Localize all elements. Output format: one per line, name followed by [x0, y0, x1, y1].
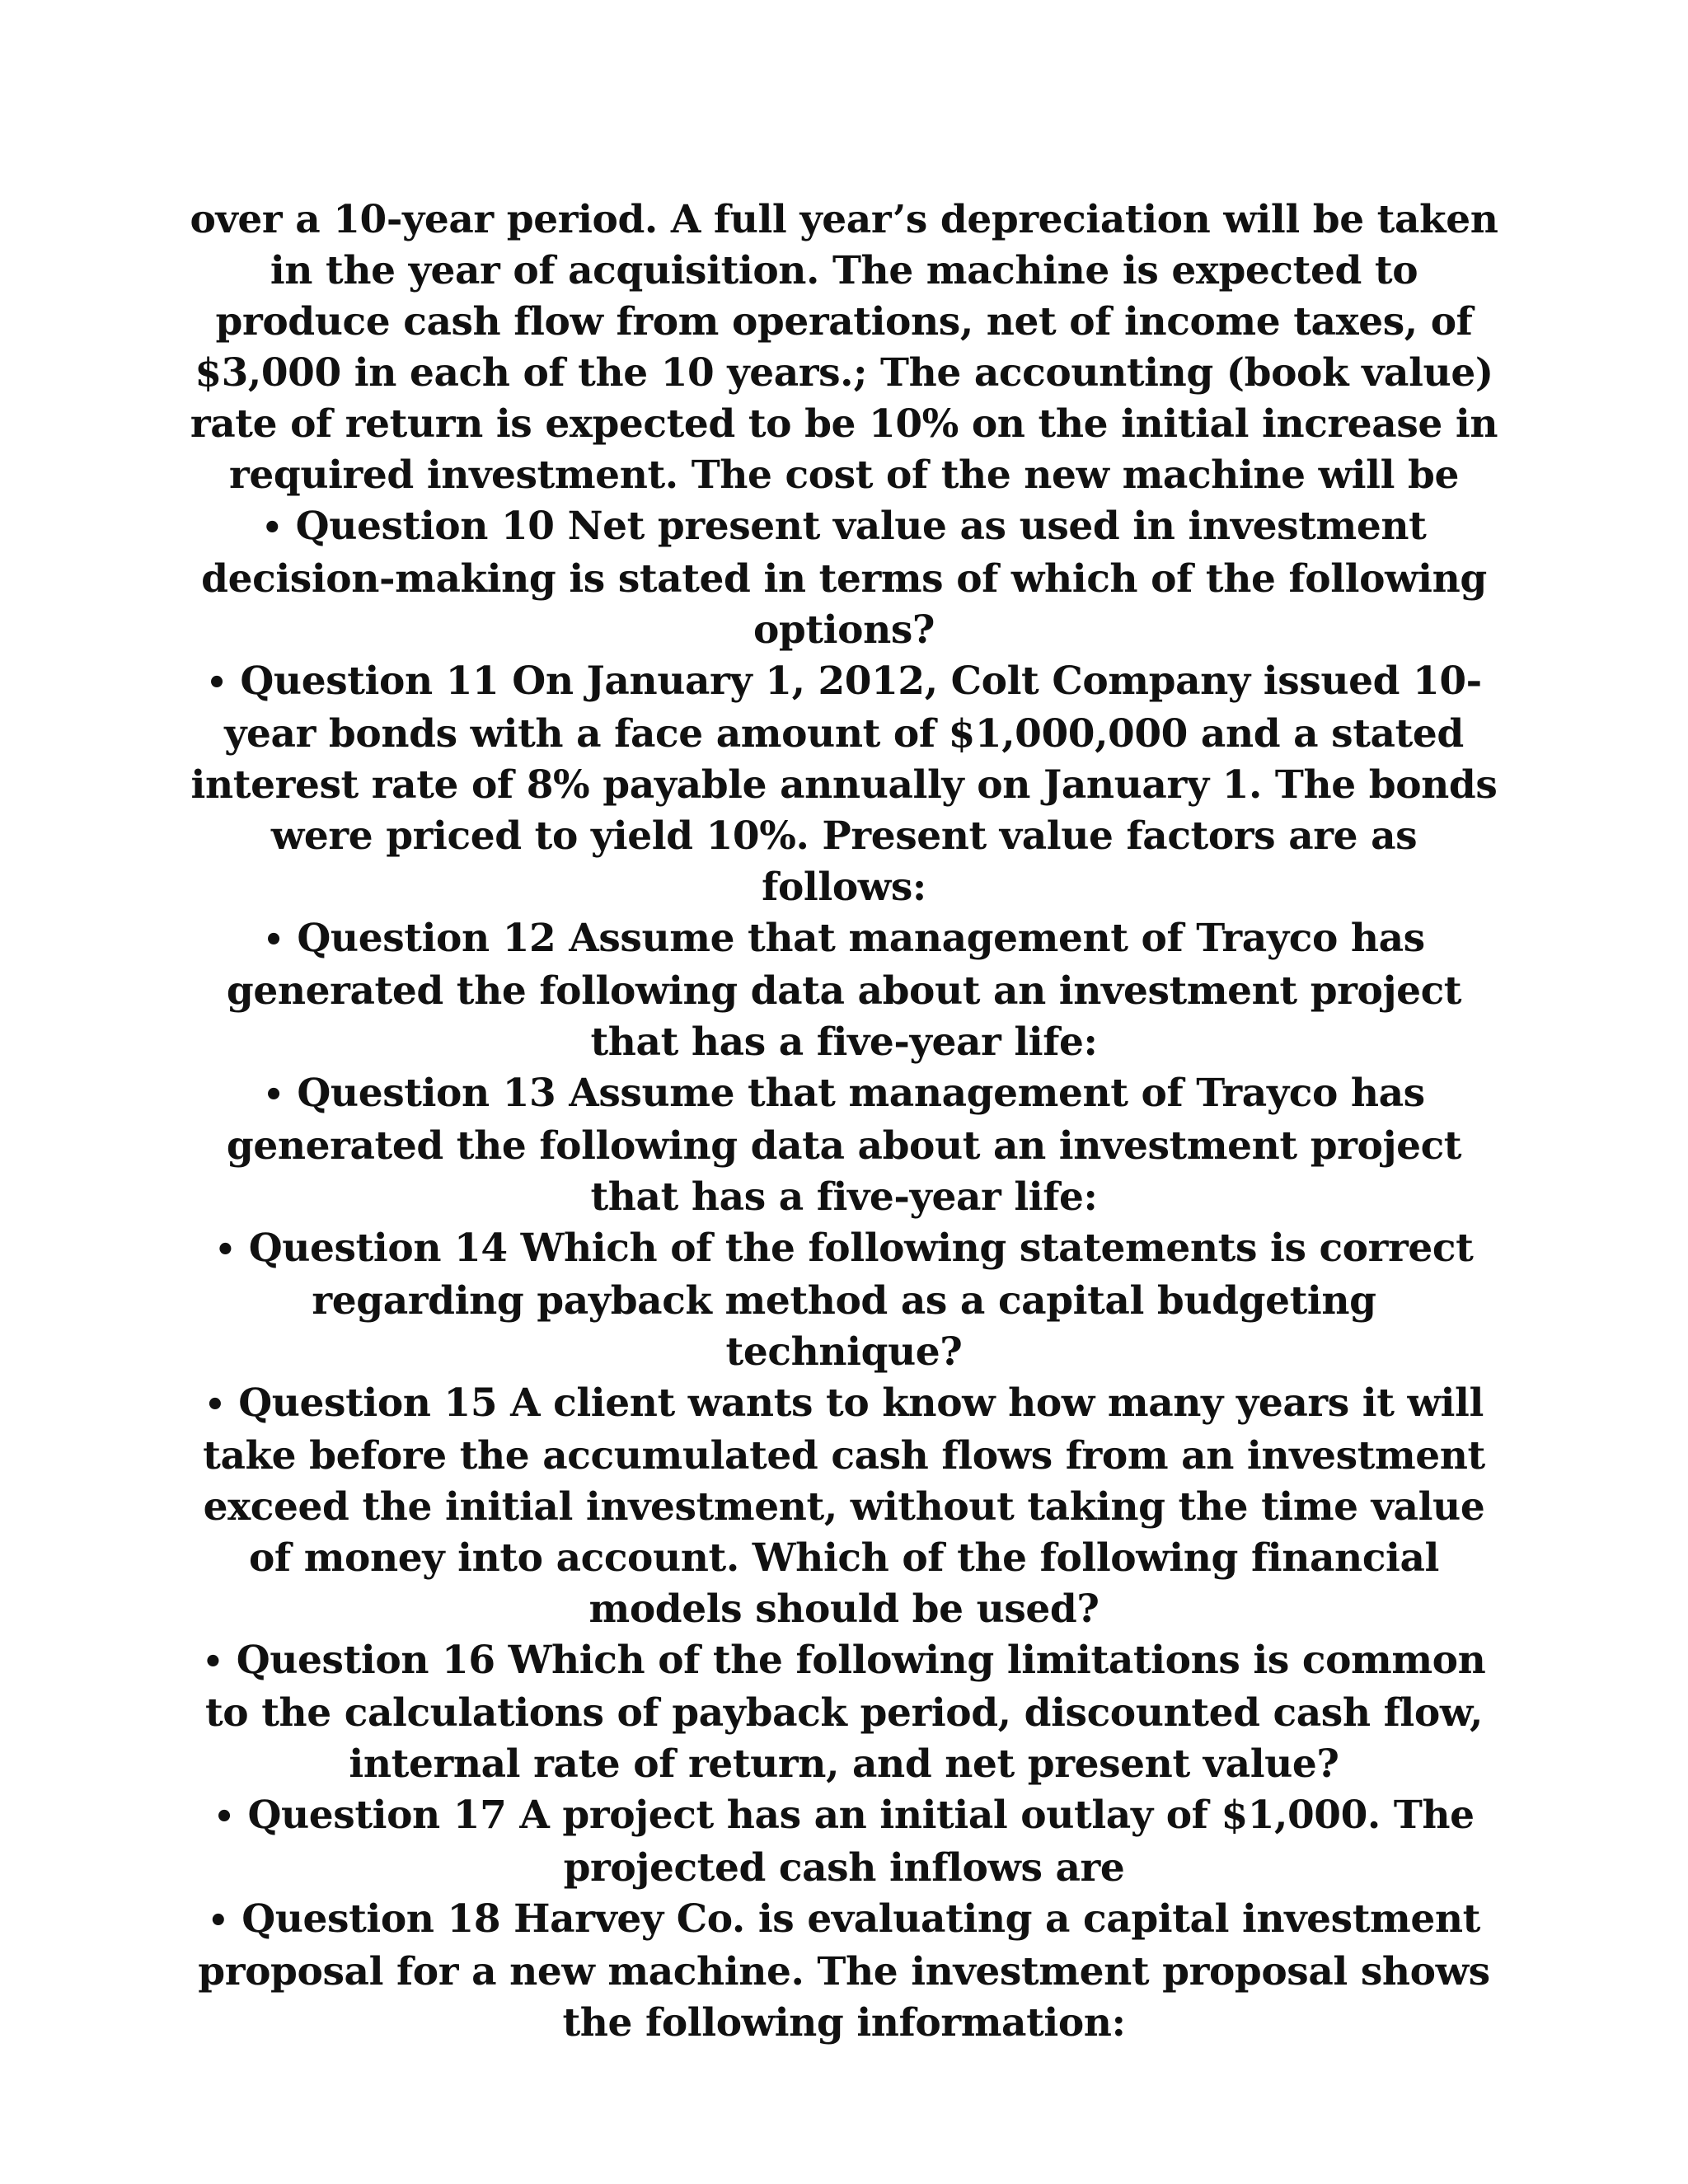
question-text: Which of the following limitations is common to the calculations of payback period, discounted cash flow, internal rate of return, and net present value? — [204, 1638, 1486, 1787]
question-label: Question 18 — [241, 1896, 501, 1942]
question-14 — [190, 1223, 1498, 1378]
question-text: Assume that management of Trayco has generated the following data about an investment project that has a five-year life: — [226, 916, 1462, 1065]
question-text: Which of the following statements is correct regarding payback method as a capital budgeting technique? — [312, 1226, 1474, 1375]
question-11 — [190, 656, 1498, 913]
question-text: Assume that management of Trayco has generated the following data about an investment project that has a five-year life: — [226, 1071, 1462, 1220]
bullet-icon: • — [261, 509, 283, 547]
question-text: Harvey Co. is evaluating a capital investment proposal for a new machine. The investment proposal shows the following information: — [198, 1896, 1490, 2046]
question-label: Question 14 — [248, 1226, 508, 1271]
question-label: Question 15 — [238, 1380, 498, 1426]
question-18 — [190, 1894, 1498, 2049]
question-13 — [190, 1068, 1498, 1223]
question-10 — [190, 501, 1498, 656]
question-label: Question 13 — [297, 1071, 556, 1116]
question-label: Question 17 — [247, 1793, 507, 1838]
question-17 — [190, 1790, 1498, 1894]
question-text: A project has an initial outlay of $1,000. The projected cash inflows are — [519, 1793, 1475, 1891]
document-text — [190, 194, 1498, 2049]
question-label: Question 11 — [240, 658, 499, 704]
intro-paragraph: over a 10-year period. A full year’s depreciation will be taken in the year of acquisition. The machine is expected to produce cash flow from operations, net of income taxes, of $3,000 in each of the 10 years.; The accounting (book value) rate of return is expected to be 10% on the initial increase in required investment. The cost of the new machine will be — [190, 197, 1498, 498]
question-text: A client wants to know how many years it will take before the accumulated cash flows from an investment exceed the initial investment, without taking the time value of money into account. Which of the following financial models should be used? — [203, 1380, 1485, 1632]
bullet-icon: • — [206, 664, 227, 702]
question-12 — [190, 913, 1498, 1068]
bullet-icon: • — [202, 1643, 223, 1681]
question-16 — [190, 1635, 1498, 1790]
question-label: Question 10 — [295, 504, 555, 549]
bullet-icon: • — [204, 1386, 226, 1424]
question-label: Question 16 — [236, 1638, 495, 1683]
bullet-icon: • — [263, 921, 284, 959]
question-text: Net present value as used in investment decision-making is stated in terms of which of the following options? — [201, 504, 1487, 653]
bullet-icon: • — [214, 1231, 236, 1269]
question-label: Question 12 — [297, 916, 556, 961]
question-15 — [190, 1378, 1498, 1635]
bullet-icon: • — [208, 1902, 229, 1940]
bullet-icon: • — [263, 1076, 284, 1114]
question-text: On January 1, 2012, Colt Company issued 10-year bonds with a face amount of $1,000,000 and a stated interest rate of 8% payable annually on January 1. The bonds were priced to yield 10%. Present value factors are as follows: — [190, 658, 1498, 910]
bullet-icon: • — [213, 1798, 235, 1836]
